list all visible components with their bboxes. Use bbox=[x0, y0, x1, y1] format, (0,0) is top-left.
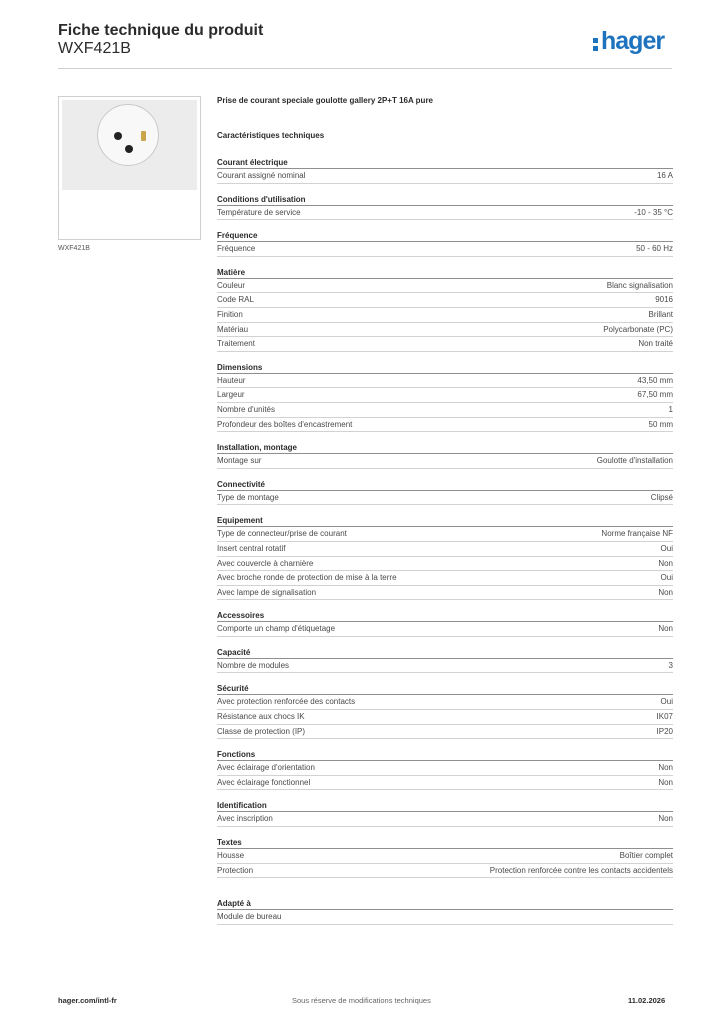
header-divider bbox=[58, 68, 672, 69]
row-value: Oui bbox=[660, 543, 673, 553]
logo-dots-icon bbox=[593, 36, 598, 50]
earth-pin-icon bbox=[141, 131, 146, 141]
row-label: Fréquence bbox=[217, 244, 256, 254]
group-title: Connectivité bbox=[217, 479, 673, 491]
row-label: Comporte un champ d'étiquetage bbox=[217, 624, 336, 634]
row-value: 1 bbox=[668, 404, 673, 414]
spec-group bbox=[217, 230, 673, 257]
row-value: 43,50 mm bbox=[637, 375, 673, 385]
row-label: Classe de protection (IP) bbox=[217, 726, 306, 736]
row-value: Oui bbox=[660, 697, 673, 707]
spec-group bbox=[217, 837, 673, 878]
spec-row bbox=[217, 374, 673, 389]
logo-text: hager bbox=[601, 27, 665, 55]
spec-row bbox=[217, 864, 673, 879]
row-value: 67,50 mm bbox=[637, 390, 673, 400]
group-title: Textes bbox=[217, 837, 673, 849]
row-label: Avec broche ronde de protection de mise à la terre bbox=[217, 573, 397, 583]
row-label: Avec protection renforcée des contacts bbox=[217, 697, 356, 707]
row-label: Code RAL bbox=[217, 295, 254, 305]
spec-group bbox=[217, 610, 673, 637]
row-value: 50 mm bbox=[648, 419, 673, 429]
row-value: Goulotte d'installation bbox=[596, 456, 673, 466]
spec-row bbox=[217, 206, 673, 221]
page-title: Fiche technique du produit bbox=[58, 22, 264, 39]
row-value: Boîtier complet bbox=[619, 851, 673, 861]
row-label: Avec inscription bbox=[217, 814, 273, 824]
spec-group bbox=[217, 267, 673, 352]
row-label: Module de bureau bbox=[217, 912, 282, 922]
row-value: Non bbox=[658, 587, 673, 597]
spec-row bbox=[217, 710, 673, 725]
spec-row bbox=[217, 454, 673, 469]
group-title: Dimensions bbox=[217, 362, 673, 374]
row-value: Protection renforcée contre les contacts accidentels bbox=[489, 865, 673, 875]
group-title: Conditions d'utilisation bbox=[217, 194, 673, 206]
spec-row bbox=[217, 403, 673, 418]
spec-row bbox=[217, 279, 673, 294]
row-value: 50 - 60 Hz bbox=[636, 244, 673, 254]
row-value: 9016 bbox=[655, 295, 673, 305]
spec-row bbox=[217, 812, 673, 827]
row-label: Montage sur bbox=[217, 456, 262, 466]
spec-row bbox=[217, 388, 673, 403]
spec-group bbox=[217, 515, 673, 600]
spec-group bbox=[217, 479, 673, 506]
spec-row bbox=[217, 491, 673, 506]
section-title: Caractéristiques techniques bbox=[217, 131, 325, 140]
spec-group bbox=[217, 442, 673, 469]
spec-group bbox=[217, 157, 673, 184]
row-value: Norme française NF bbox=[601, 529, 673, 539]
pin-hole-icon bbox=[114, 132, 122, 140]
spec-row bbox=[217, 761, 673, 776]
footer-notice: Sous réserve de modifications techniques bbox=[292, 996, 431, 1005]
product-reference: WXF421B bbox=[58, 40, 131, 57]
row-value: Non bbox=[658, 763, 673, 773]
hager-logo bbox=[593, 27, 664, 56]
spec-group bbox=[217, 749, 673, 790]
product-description: Prise de courant speciale goulotte gallery 2P+T 16A pure bbox=[217, 96, 433, 105]
spec-groups bbox=[217, 157, 673, 878]
row-value: Brillant bbox=[648, 309, 673, 319]
row-label: Hauteur bbox=[217, 375, 246, 385]
row-value: 3 bbox=[668, 660, 673, 670]
spec-group bbox=[217, 362, 673, 432]
row-value: Non traité bbox=[638, 339, 673, 349]
row-label: Profondeur des boîtes d'encastrement bbox=[217, 419, 353, 429]
row-value: Blanc signalisation bbox=[606, 280, 673, 290]
row-label: Nombre d'unités bbox=[217, 404, 275, 414]
spec-row bbox=[217, 586, 673, 601]
spec-group bbox=[217, 194, 673, 221]
row-label: Type de montage bbox=[217, 492, 279, 502]
row-value: 16 A bbox=[656, 171, 673, 180]
row-label: Matériau bbox=[217, 324, 249, 334]
row-label: Avec lampe de signalisation bbox=[217, 587, 317, 597]
socket-face-icon bbox=[97, 104, 159, 166]
spec-row bbox=[217, 542, 673, 557]
spec-row bbox=[217, 695, 673, 710]
spec-row bbox=[217, 169, 673, 184]
socket-plate-icon bbox=[62, 100, 197, 190]
row-label: Température de service bbox=[217, 207, 301, 217]
spec-row bbox=[217, 242, 673, 257]
spec-row bbox=[217, 323, 673, 338]
row-label: Avec couvercle à charnière bbox=[217, 558, 314, 568]
row-value: Non bbox=[658, 558, 673, 568]
spec-row bbox=[217, 571, 673, 586]
row-value: Oui bbox=[660, 573, 673, 583]
row-label: Résistance aux chocs IK bbox=[217, 712, 305, 722]
group-title: Fréquence bbox=[217, 230, 673, 242]
row-value: Non bbox=[658, 777, 673, 787]
pin-hole-icon bbox=[125, 145, 133, 153]
spec-row bbox=[217, 308, 673, 323]
row-value: Clipsé bbox=[650, 492, 673, 502]
group-title: Sécurité bbox=[217, 683, 673, 695]
row-value: -10 - 35 °C bbox=[634, 207, 673, 217]
group-title: Fonctions bbox=[217, 749, 673, 761]
spec-group bbox=[217, 647, 673, 674]
group-title: Installation, montage bbox=[217, 442, 673, 454]
spec-group bbox=[217, 800, 673, 827]
spec-group bbox=[217, 683, 673, 739]
spec-row bbox=[217, 849, 673, 864]
row-value: IK07 bbox=[656, 712, 673, 722]
spec-row bbox=[217, 776, 673, 791]
row-label: Avec éclairage fonctionnel bbox=[217, 777, 311, 787]
spec-row bbox=[217, 725, 673, 740]
row-label: Housse bbox=[217, 851, 245, 861]
group-title: Courant électrique bbox=[217, 157, 673, 169]
group-title: Matière bbox=[217, 267, 673, 279]
spec-row bbox=[217, 557, 673, 572]
group-title: Identification bbox=[217, 800, 673, 812]
product-image bbox=[58, 96, 201, 240]
footer-website: hager.com/intl-fr bbox=[58, 996, 117, 1005]
spec-row bbox=[217, 418, 673, 433]
group-title: Adapté à bbox=[217, 898, 673, 910]
spec-row bbox=[217, 527, 673, 542]
adapted-group bbox=[217, 898, 673, 925]
footer-date: 11.02.2026 bbox=[628, 996, 666, 1005]
image-caption: WXF421B bbox=[58, 245, 90, 252]
row-label: Insert central rotatif bbox=[217, 543, 286, 553]
row-label: Nombre de modules bbox=[217, 660, 290, 670]
row-label: Courant assigné nominal bbox=[217, 171, 306, 180]
row-label: Traitement bbox=[217, 339, 255, 349]
row-label: Finition bbox=[217, 309, 243, 319]
adapted-row bbox=[217, 910, 673, 925]
row-label: Avec éclairage d'orientation bbox=[217, 763, 315, 773]
row-label: Type de connecteur/prise de courant bbox=[217, 529, 347, 539]
row-value: IP20 bbox=[656, 726, 673, 736]
row-label: Largeur bbox=[217, 390, 245, 400]
spec-row bbox=[217, 659, 673, 674]
row-value: Non bbox=[658, 814, 673, 824]
row-label: Couleur bbox=[217, 280, 246, 290]
spec-row bbox=[217, 293, 673, 308]
row-value: Polycarbonate (PC) bbox=[603, 324, 673, 334]
spec-row bbox=[217, 622, 673, 637]
row-value: Non bbox=[658, 624, 673, 634]
group-title: Capacité bbox=[217, 647, 673, 659]
row-label: Protection bbox=[217, 865, 254, 875]
group-title: Accessoires bbox=[217, 610, 673, 622]
spec-row bbox=[217, 337, 673, 352]
spec-content bbox=[217, 96, 673, 925]
group-title: Equipement bbox=[217, 515, 673, 527]
